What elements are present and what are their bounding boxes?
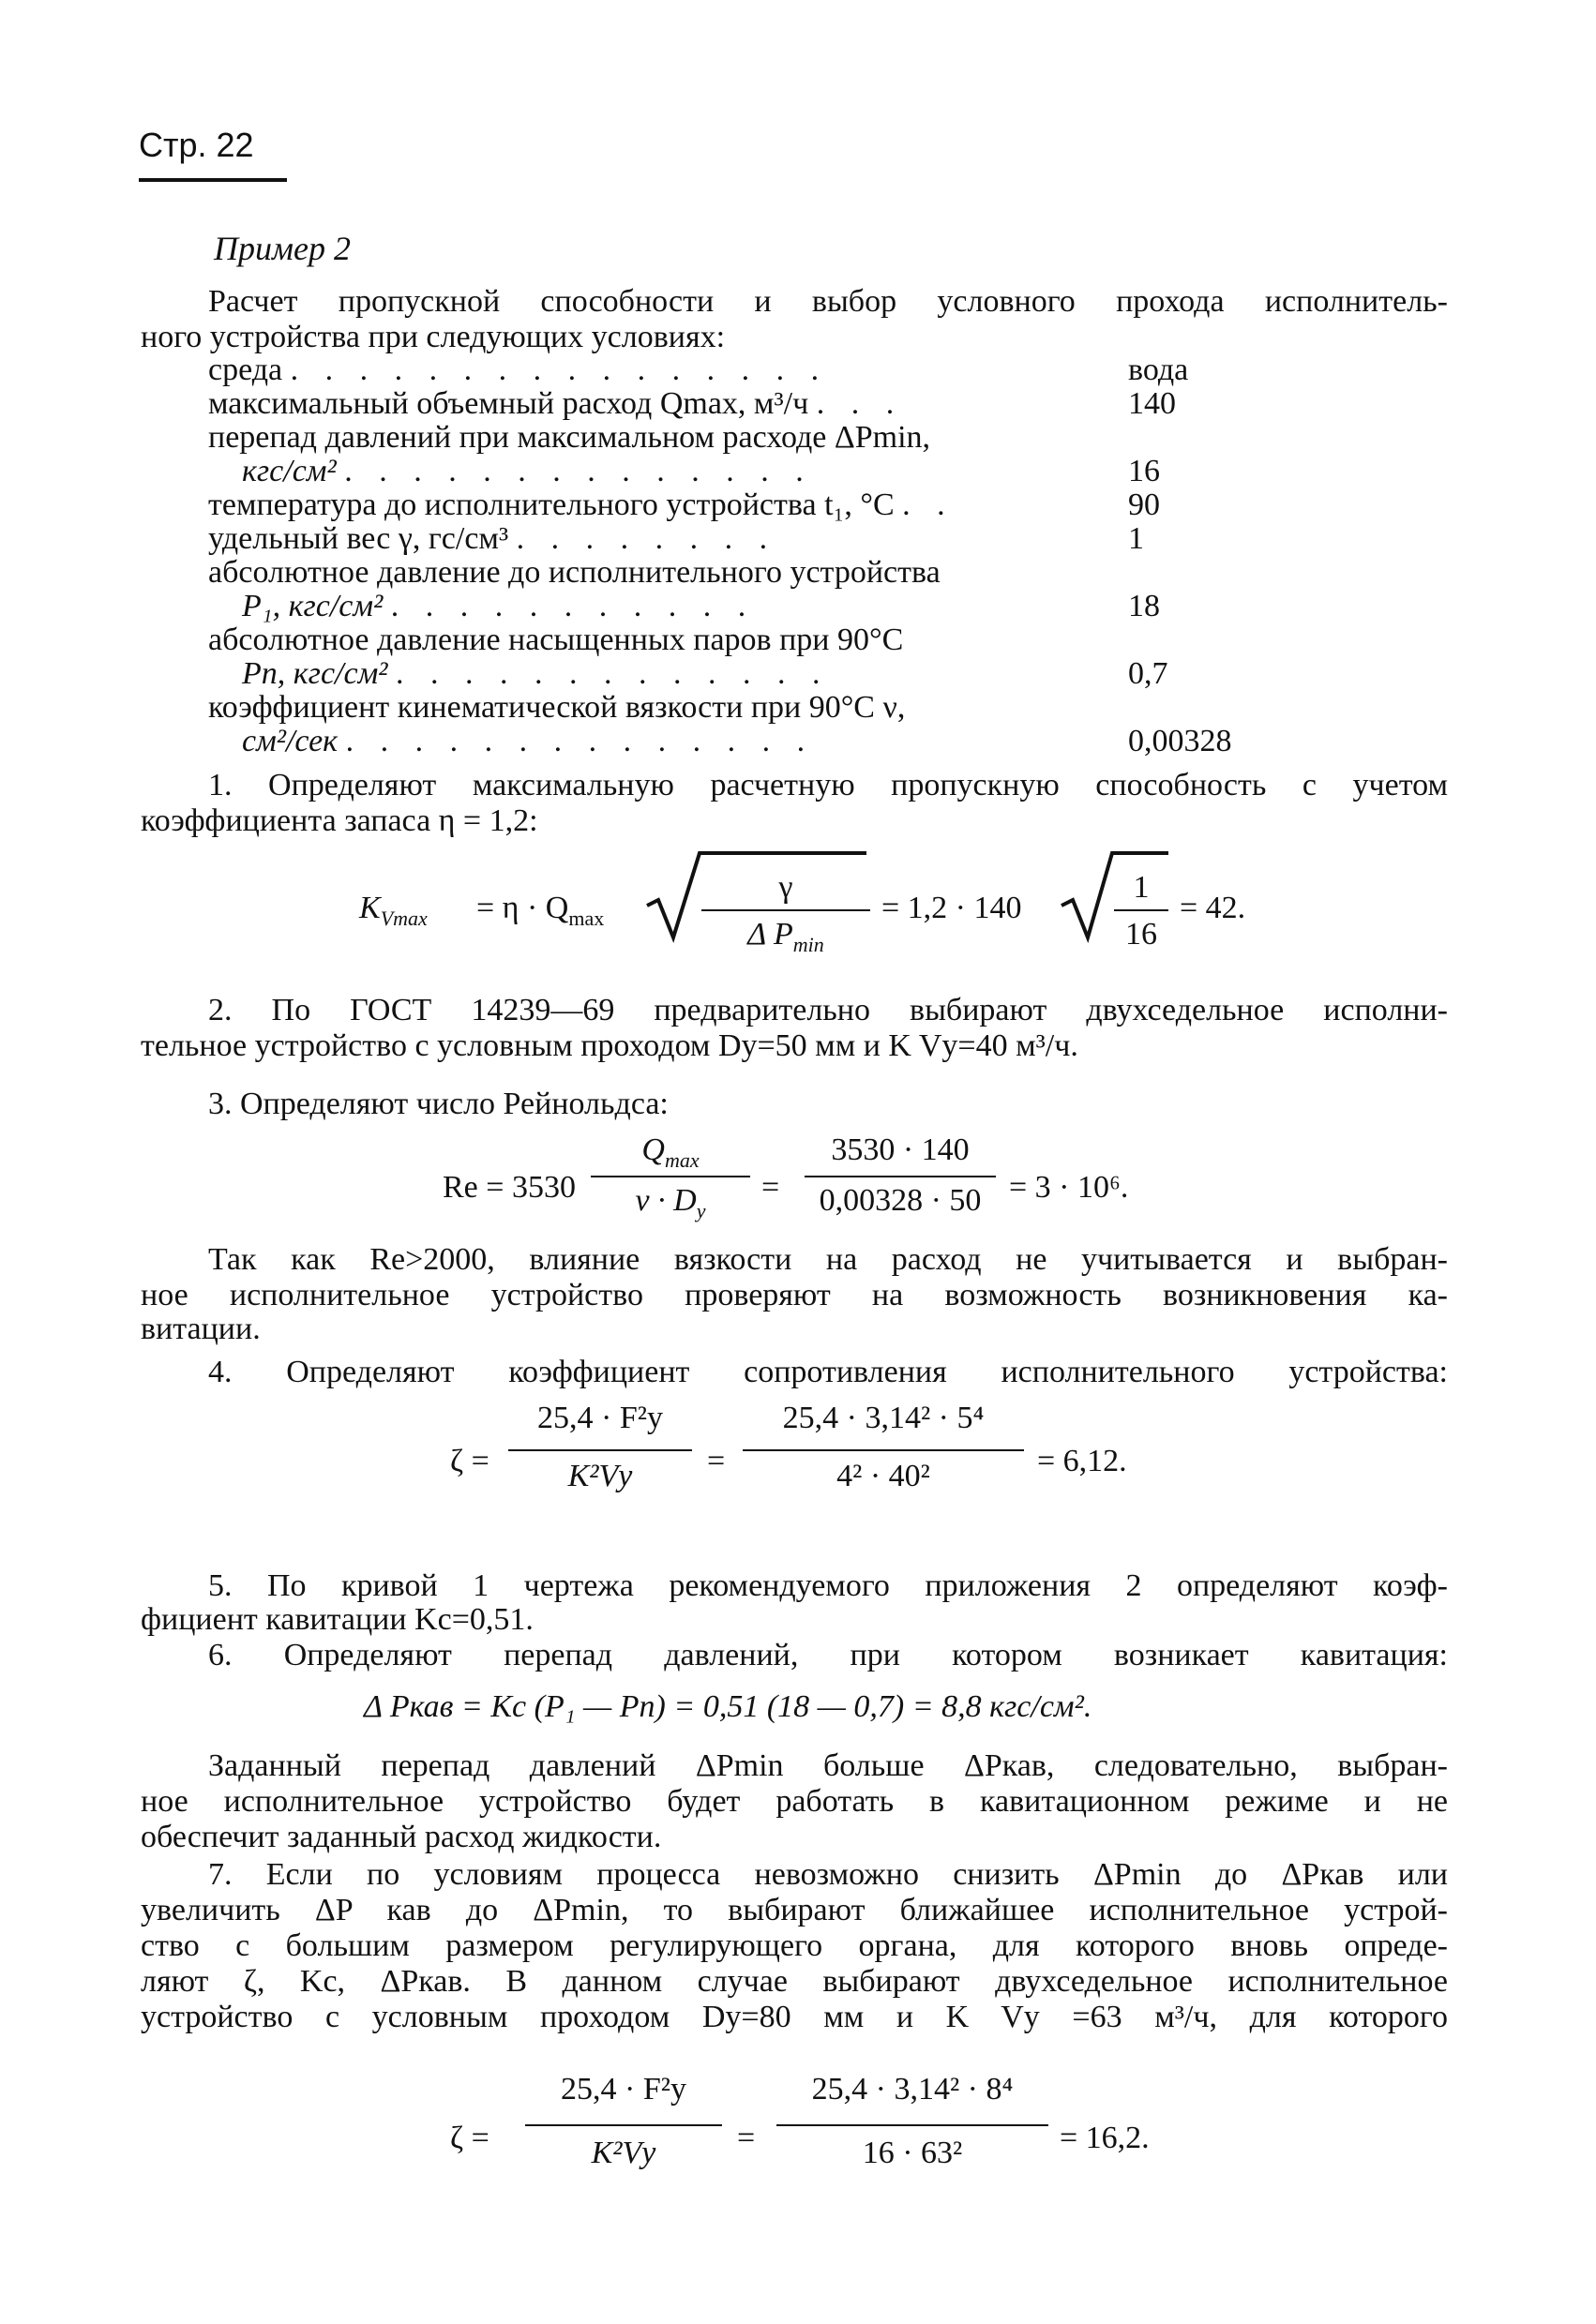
- formula-eq: =: [737, 2121, 756, 2155]
- condition-value: 16: [1128, 454, 1160, 488]
- condition-label: коэффициент кинематической вязкости при 90°С ν,: [208, 690, 906, 725]
- frac-bar: [508, 1449, 692, 1451]
- para-cav-line-3: обеспечит заданный расход жидкости.: [141, 1820, 662, 1854]
- frac-denominator: 0,00328 · 50: [819, 1183, 982, 1218]
- formula-p-kav: Δ Pкав = Kc (P₁ — Pп) = 0,51 (18 — 0,7) = 8,8 кгс/см².: [364, 1689, 1092, 1724]
- formula-lhs: ζ =: [450, 1444, 489, 1478]
- frac-bar: [805, 1176, 996, 1177]
- formula-mid: = $\eta \cdot Q_{max}$: [476, 891, 605, 930]
- condition-value: 1: [1128, 521, 1144, 556]
- step7-line-3: ство с большим размером регулирующего органа, для которого вновь опреде-: [141, 1928, 1448, 1963]
- intro-line-1: Расчет пропускной способности и выбор условного прохода исполнитель-: [208, 284, 1448, 319]
- step3-line-1: 3. Определяют число Рейнольдса:: [208, 1087, 669, 1121]
- formula-lhs: $K_{Vmax}$: [359, 891, 428, 930]
- step7-line-5: устройство с условным проходом Dу=80 мм и K Vу =63 м³/ч, для которого: [141, 2000, 1448, 2034]
- step7-line-1: 7. Если по условиям процесса невозможно снизить ΔPmin до ΔPкав или: [208, 1857, 1448, 1892]
- frac-numerator: 25,4 · 3,14² · 5⁴: [782, 1401, 985, 1435]
- frac-denominator: $\nu \cdot D_у$: [635, 1183, 706, 1222]
- para-re-line-2: ное исполнительное устройство проверяют на возможность возникновения ка-: [141, 1278, 1448, 1312]
- condition-label: абсолютное давление насыщенных паров при 90°С: [208, 622, 904, 657]
- condition-value: 0,7: [1128, 656, 1168, 691]
- formula-result: = 16,2.: [1060, 2121, 1150, 2155]
- para-re-line-3: витации.: [141, 1312, 261, 1346]
- formula-result: = 42.: [1180, 891, 1246, 925]
- condition-label: абсолютное давление до исполнительного устройства: [208, 555, 941, 590]
- step5-line-2: фициент кавитации Kc=0,51.: [141, 1602, 534, 1637]
- condition-label: среда . . . . . . . . . . . . . . . .: [208, 352, 829, 387]
- condition-value: 18: [1128, 589, 1160, 623]
- frac-numerator: 25,4 · F²у: [561, 2072, 686, 2107]
- condition-value: 140: [1128, 386, 1176, 421]
- step7-line-4: ляют ζ, Kc, ΔPкав. В данном случае выбирают двухседельное исполнительное: [141, 1964, 1448, 1999]
- frac-denominator: Δ $P_{min}$: [747, 917, 824, 956]
- frac-numerator: 3530 · 140: [831, 1132, 970, 1167]
- frac-denominator: K²Vу: [591, 2136, 656, 2170]
- example-title: Пример 2: [214, 230, 351, 267]
- frac-denominator: K²Vу: [567, 1459, 633, 1493]
- step5-line-1: 5. По кривой 1 чертежа рекомендуемого приложения 2 определяют коэф-: [208, 1568, 1448, 1603]
- step4-line-1: 4. Определяют коэффициент сопротивления исполнительного устройства:: [208, 1355, 1448, 1389]
- formula-lhs: Re = 3530: [443, 1170, 576, 1205]
- formula-lhs: ζ =: [450, 2121, 489, 2155]
- condition-label-cont: Pп, кгс/см² . . . . . . . . . . . . .: [242, 656, 830, 691]
- frac2-denominator: 16: [1125, 917, 1157, 952]
- frac-bar: [591, 1176, 750, 1177]
- frac-bar: [525, 2124, 722, 2126]
- para-re-line-1: Так как Re>2000, влияние вязкости на расход не учитывается и выбран-: [208, 1242, 1448, 1277]
- condition-label-cont: см²/сек . . . . . . . . . . . . . .: [242, 724, 815, 758]
- frac-bar: [776, 2124, 1048, 2126]
- step7-line-2: увеличить ΔP кав до ΔPmin, то выбирают ближайшее исполнительное устрой-: [141, 1893, 1448, 1927]
- condition-label: максимальный объемный расход Qmax, м³/ч . . .: [208, 386, 904, 421]
- condition-label: температура до исполнительного устройства t₁, °С . .: [208, 487, 955, 522]
- condition-label-cont: кгс/см² . . . . . . . . . . . . . .: [242, 454, 813, 488]
- para-cav-line-1: Заданный перепад давлений ΔPmin больше ΔPкав, следовательно, выбран-: [208, 1748, 1448, 1783]
- step2-line-1: 2. По ГОСТ 14239—69 предварительно выбирают двухседельное исполни-: [208, 993, 1448, 1027]
- frac-numerator: 25,4 · 3,14² · 8⁴: [811, 2072, 1014, 2107]
- frac-numerator: 25,4 · F²у: [537, 1401, 663, 1435]
- frac-bar: [701, 909, 870, 911]
- formula-eq: = 1,2 · 140: [881, 891, 1022, 925]
- frac-bar: [1114, 909, 1168, 911]
- step1-line-2: коэффициента запаса η = 1,2:: [141, 803, 538, 838]
- condition-label: удельный вес γ, гс/см³ . . . . . . . .: [208, 521, 777, 556]
- step1-line-1: 1. Определяют максимальную расчетную пропускную способность с учетом: [208, 768, 1448, 802]
- formula-eq: =: [761, 1170, 780, 1205]
- formula-eq: =: [707, 1444, 726, 1478]
- frac2-numerator: 1: [1133, 870, 1150, 905]
- frac-denominator: 16 · 63²: [862, 2136, 963, 2170]
- step2-line-2: тельное устройство с условным проходом Dу=50 мм и K Vу=40 м³/ч.: [141, 1028, 1078, 1063]
- condition-value: 0,00328: [1128, 724, 1232, 758]
- formula-result: = 3 · 10⁶.: [1009, 1170, 1129, 1205]
- step6-line-1: 6. Определяют перепад давлений, при котором возникает кавитация:: [208, 1638, 1448, 1672]
- page-number: Стр. 22: [139, 126, 254, 164]
- condition-value: 90: [1128, 487, 1160, 522]
- condition-value: вода: [1128, 352, 1189, 387]
- formula-result: = 6,12.: [1037, 1444, 1127, 1478]
- frac-bar: [743, 1449, 1024, 1451]
- condition-label: перепад давлений при максимальном расходе ΔPmin,: [208, 420, 931, 455]
- intro-line-2: ного устройства при следующих условиях:: [141, 320, 726, 354]
- frac-denominator: 4² · 40²: [836, 1459, 930, 1493]
- condition-label-cont: P₁, кгс/см² . . . . . . . . . . .: [242, 589, 756, 623]
- frac-numerator: $Q_{max}$: [641, 1132, 700, 1172]
- header-underline: [139, 178, 287, 182]
- frac-numerator: γ: [778, 870, 793, 905]
- para-cav-line-2: ное исполнительное устройство будет работать в кавитационном режиме и не: [141, 1784, 1448, 1819]
